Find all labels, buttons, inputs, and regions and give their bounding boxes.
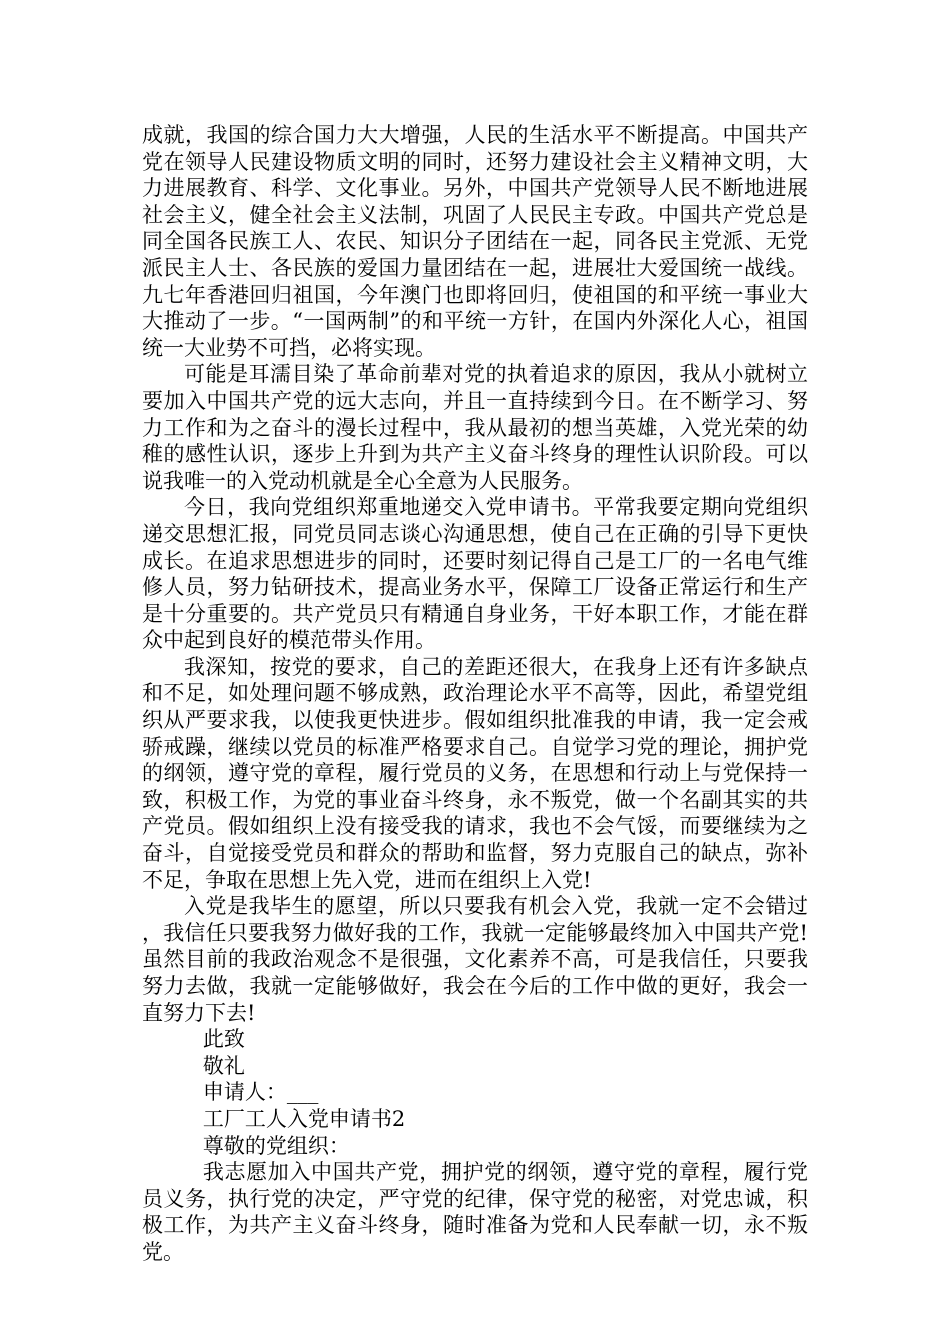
closing-salute: 敬礼: [202, 1053, 245, 1078]
second-letter-paragraph: 我志愿加入中国共产党，拥护党的纲领，遵守党的章程，履行党员义务，执行党的决定，严守党的纪律，保守党的秘密，对党忠诚，积极工作，为共产主义奋斗终身，随时准备为党和人民奉献一切，永不叛党。: [142, 1160, 808, 1264]
second-letter-title: 工厂工人入党申请书2: [202, 1106, 406, 1131]
paragraph-shortcomings: 我深知，按党的要求，自己的差距还很大，在我身上还有许多缺点和不足，如处理问题不够成熟，政治理论水平不高等，因此，希望党组织从严要求我，以使我更快进步。假如组织批准我的申请，我一定会戒骄戒躁，继续以党员的标准严格要求自己。自觉学习党的理论，拥护党的纲领，遵守党的章程，履行党员的义务，在思想和行动上与党保持一致，积极工作，为党的事业奋斗终身，永不叛党，做一个名副其实的共产党员。假如组织上没有接受我的请求，我也不会气馁，而要继续为之奋斗，自觉接受党员和群众的帮助和监督，努力克服自己的缺点，弥补不足，争取在思想上先入党，进而在组织上入党!: [142, 654, 808, 892]
paragraph-aspiration: 入党是我毕生的愿望，所以只要我有机会入党，我就一定不会错过，我信任只要我努力做好我的工作，我就一定能够最终加入中国共产党!虽然目前的我政治观念不是很强，文化素养不高，可是我信任，只要我努力去做，我就一定能够做好，我会在今后的工作中做的更好，我会一直努力下去!: [142, 894, 808, 1025]
document-body: [142, 122, 808, 1266]
closing-greeting: 此致: [202, 1027, 245, 1052]
paragraph-motivation: 可能是耳濡目染了革命前辈对党的执着追求的原因，我从小就树立要加入中国共产党的远大志向，并且一直持续到今日。在不断学习、努力工作和为之奋斗的漫长过程中，我从最初的想当英雄，入党光荣的幼稚的感性认识，逐步上升到为共产主义奋斗终身的理性认识阶段。可以说我唯一的入党动机就是全心全意为人民服务。: [142, 362, 808, 493]
applicant-signature: 申请人：___: [202, 1080, 319, 1105]
paragraph-application: 今日，我向党组织郑重地递交入党申请书。平常我要定期向党组织递交思想汇报，同党员同志谈心沟通思想，使自己在正确的引导下更快成长。在追求思想进步的同时，还要时刻记得自己是工厂的一名电气维修人员，努力钻研技术，提高业务水平，保障工厂设备正常运行和生产是十分重要的。共产党员只有精通自身业务，干好本职工作，才能在群众中起到良好的模范带头作用。: [142, 495, 808, 653]
second-letter-salutation: 尊敬的党组织：: [202, 1133, 350, 1158]
paragraph-achievements: 成就，我国的综合国力大大增强，人民的生活水平不断提高。中国共产党在领导人民建设物质文明的同时，还努力建设社会主义精神文明，大力进展教育、科学、文化事业。另外，中国共产党领导人民不断地进展社会主义，健全社会主义法制，巩固了人民民主专政。中国共产党总是同全国各民族工人、农民、知识分子团结在一起，同各民主党派、无党派民主人士、各民族的爱国力量团结在一起，进展壮大爱国统一战线。九七年香港回归祖国，今年澳门也即将回归，使祖国的和平统一事业大大推动了一步。“一国两制”的和平统一方针，在国内外深化人心，祖国统一大业势不可挡，必将实现。: [142, 123, 808, 360]
